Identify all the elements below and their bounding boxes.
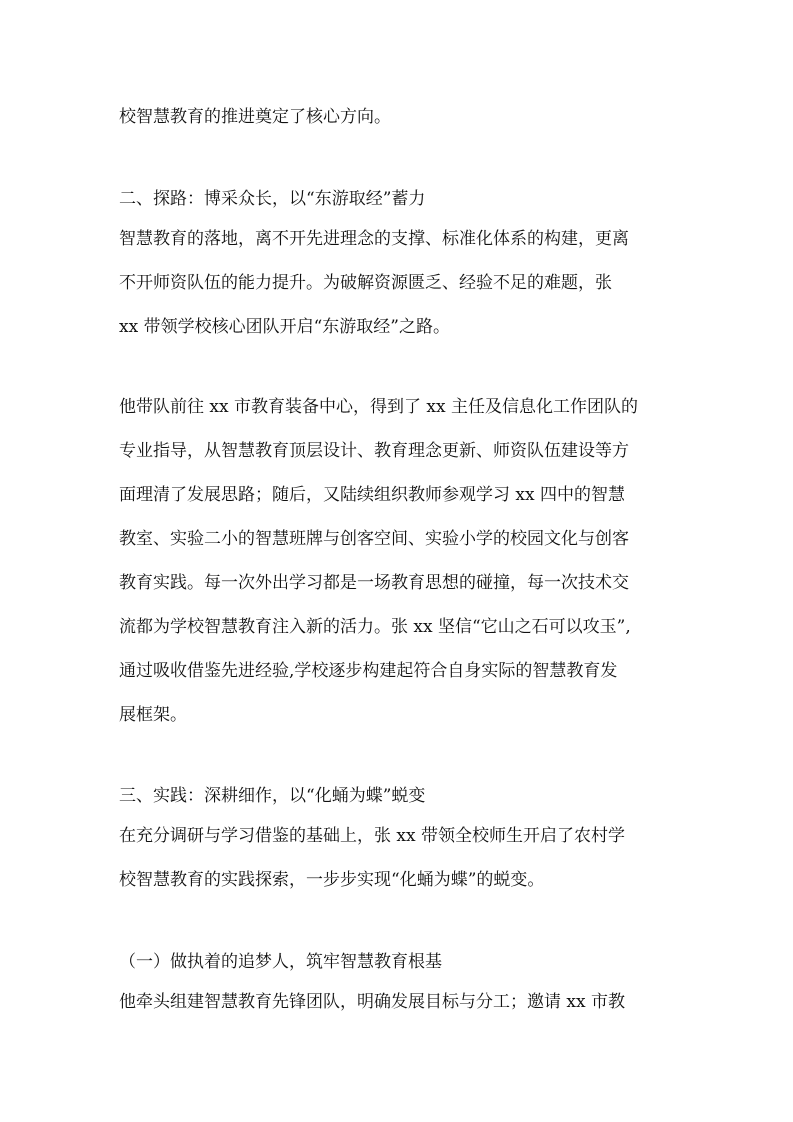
text-line: 展框架。 — [119, 705, 187, 725]
text-line: 流都为学校智慧教育注入新的活力。张 xx 坚信“它山之石可以攻玉”, — [119, 617, 631, 637]
subsection-heading: （一）做执着的追梦人，筑牢智慧教育根基 — [119, 952, 442, 972]
text-line: 专业指导，从智慧教育顶层设计、教育理念更新、师资队伍建设等方 — [119, 441, 629, 461]
text-line: 教室、实验二小的智慧班牌与创客空间、实验小学的校园文化与创客 — [119, 529, 629, 549]
text-line: 他牵头组建智慧教育先锋团队，明确发展目标与分工；邀请 xx 市教 — [119, 992, 625, 1012]
section-heading: 三、实践：深耕细作，以“化蛹为蝶”蜕变 — [119, 786, 426, 806]
text-line: 通过吸收借鉴先进经验,学校逐步构建起符合自身实际的智慧教育发 — [119, 661, 618, 681]
text-line: 在充分调研与学习借鉴的基础上，张 xx 带领全校师生开启了农村学 — [119, 826, 625, 846]
text-line: 面理清了发展思路；随后，又陆续组织教师参观学习 xx 四中的智慧 — [119, 485, 625, 505]
text-line: 不开师资队伍的能力提升。为破解资源匮乏、经验不足的难题，张 — [119, 273, 612, 293]
text-line: 教育实践。每一次外出学习都是一场教育思想的碰撞，每一次技术交 — [119, 573, 629, 593]
section-heading: 二、探路：博采众长，以“东游取经”蓄力 — [119, 189, 426, 209]
text-line: xx 带领学校核心团队开启“东游取经”之路。 — [119, 317, 450, 337]
text-line: 智慧教育的落地，离不开先进理念的支撑、标准化体系的构建，更离 — [119, 229, 629, 249]
text-line: 校智慧教育的推进奠定了核心方向。 — [119, 107, 391, 127]
text-line: 他带队前往 xx 市教育装备中心，得到了 xx 主任及信息化工作团队的 — [119, 397, 638, 417]
text-line: 校智慧教育的实践探索，一步步实现“化蛹为蝶”的蜕变。 — [119, 870, 545, 890]
